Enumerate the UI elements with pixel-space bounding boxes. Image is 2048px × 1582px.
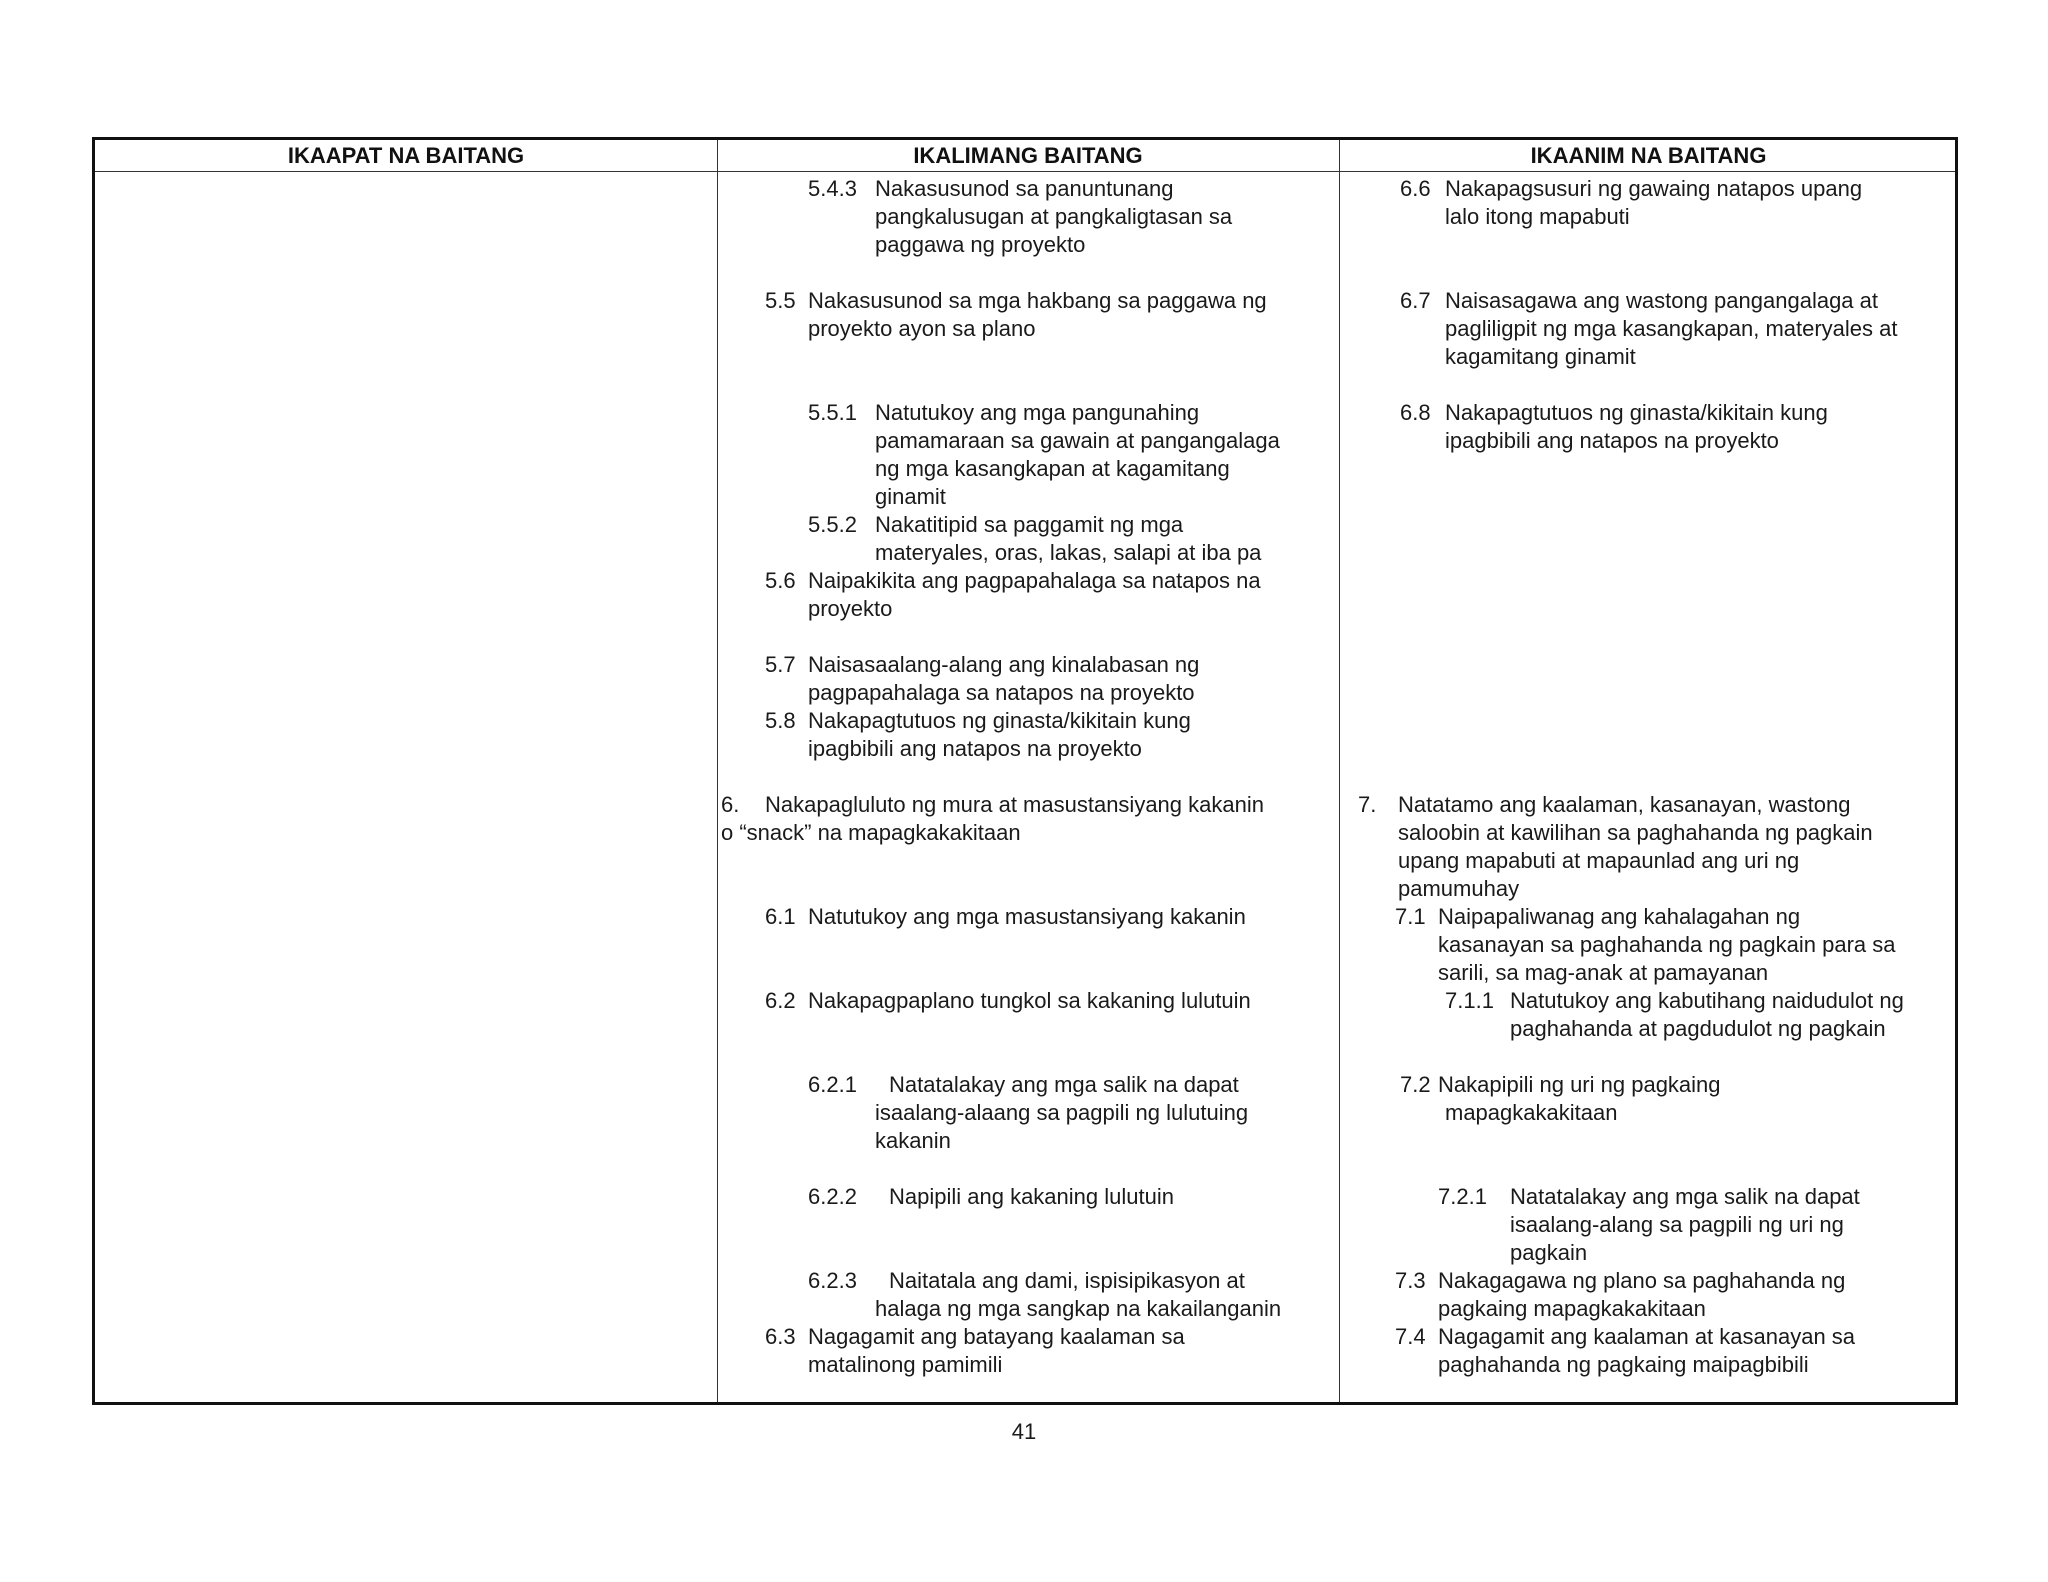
item-number: 6.6	[1400, 176, 1431, 201]
item-text-line: Nakapagsusuri ng gawaing natapos upang	[1445, 176, 1863, 201]
item-text-line: Naipapaliwanag ang kahalagahan ng	[1438, 904, 1801, 929]
item-text-line: materyales, oras, lakas, salapi at iba pa	[875, 540, 1262, 565]
item-number: 6.7	[1400, 288, 1431, 313]
item-number: 5.4.3	[808, 176, 857, 201]
item-text-line: matalinong pamimili	[808, 1352, 1003, 1377]
item-text-line: pamumuhay	[1398, 876, 1520, 901]
header-ikaanim: IKAANIM NA BAITANG	[1530, 143, 1767, 168]
item-text-line: Natatamo ang kaalaman, kasanayan, wastong	[1398, 792, 1851, 817]
item-number: 6.3	[765, 1324, 796, 1349]
item-text-line: isaalang-alaang sa pagpili ng lulutuing	[875, 1100, 1249, 1125]
item-text-line: Natatalakay ang mga salik na dapat	[889, 1072, 1239, 1097]
header-divider	[95, 171, 1955, 172]
item-number: 6.2.1	[808, 1072, 857, 1097]
item-number: 7.2.1	[1438, 1184, 1487, 1209]
item-text-line: Naisasaalang-alang ang kinalabasan ng	[808, 652, 1200, 677]
item-number: 6.	[721, 792, 740, 817]
item-text-line: upang mapabuti at mapaunlad ang uri ng	[1398, 848, 1800, 873]
item-text-line: Naitatala ang dami, ispisipikasyon at	[889, 1268, 1245, 1293]
item-text-line: ng mga kasangkapan at kagamitang	[875, 456, 1230, 481]
column-divider	[1339, 140, 1340, 1402]
item-text-line: Naisasagawa ang wastong pangangalaga at	[1445, 288, 1878, 313]
item-text-line: Nagagamit ang kaalaman at kasanayan sa	[1438, 1324, 1856, 1349]
item-number: 5.7	[765, 652, 796, 677]
item-text-line: Natutukoy ang kabutihang naidudulot ng	[1510, 988, 1904, 1013]
item-number: 7.3	[1395, 1268, 1426, 1293]
item-number: 6.2	[765, 988, 796, 1013]
item-text-line: saloobin at kawilihan sa paghahanda ng pagkain	[1398, 820, 1873, 845]
item-text-line: Nakapagluluto ng mura at masustansiyang kakanin	[765, 792, 1264, 817]
item-text-line: Natutukoy ang mga masustansiyang kakanin	[808, 904, 1246, 929]
item-text-line: Nakasusunod sa mga hakbang sa paggawa ng	[808, 288, 1267, 313]
header-ikaapat: IKAAPAT NA BAITANG	[287, 143, 525, 168]
item-text-line: Nakagagawa ng plano sa paghahanda ng	[1438, 1268, 1846, 1293]
item-text-line: sarili, sa mag-anak at pamayanan	[1438, 960, 1769, 985]
column-divider	[717, 140, 718, 1402]
item-text-line: Natatalakay ang mga salik na dapat	[1510, 1184, 1860, 1209]
item-text-line: ipagbibili ang natapos na proyekto	[1445, 428, 1779, 453]
item-number: 6.1	[765, 904, 796, 929]
item-text-line: isaalang-alang sa pagpili ng uri ng	[1510, 1212, 1844, 1237]
item-text-line: paggawa ng proyekto	[875, 232, 1086, 257]
item-text-line: Naipakikita ang pagpapahalaga sa natapos na	[808, 568, 1261, 593]
item-text-line: Nagagamit ang batayang kaalaman sa	[808, 1324, 1185, 1349]
item-number: 5.6	[765, 568, 796, 593]
item-text-line: Nakapagtutuos ng ginasta/kikitain kung	[1445, 400, 1828, 425]
item-text-line: halaga ng mga sangkap na kakailanganin	[875, 1296, 1282, 1321]
item-text-line: ipagbibili ang natapos na proyekto	[808, 736, 1142, 761]
item-text-line: paghahanda at pagdudulot ng pagkain	[1510, 1016, 1886, 1041]
item-text-line: paghahanda ng pagkaing maipagbibili	[1438, 1352, 1809, 1377]
item-text-line: Nakapagtutuos ng ginasta/kikitain kung	[808, 708, 1191, 733]
item-number: 6.2.3	[808, 1268, 857, 1293]
item-text-line: pagkaing mapagkakakitaan	[1438, 1296, 1706, 1321]
item-text-line: mapagkakakitaan	[1445, 1100, 1618, 1125]
item-text-line: pagkain	[1510, 1240, 1588, 1265]
item-text-line: proyekto	[808, 596, 893, 621]
item-number: 7.2	[1400, 1072, 1431, 1097]
item-text-line: proyekto ayon sa plano	[808, 316, 1036, 341]
item-number: 6.2.2	[808, 1184, 857, 1209]
header-ikalima: IKALIMANG BAITANG	[913, 143, 1143, 168]
item-text-line: pagpapahalaga sa natapos na proyekto	[808, 680, 1195, 705]
item-number: 5.8	[765, 708, 796, 733]
item-text-line: Nakasusunod sa panuntunang	[875, 176, 1174, 201]
item-text-line: lalo itong mapabuti	[1445, 204, 1630, 229]
item-text-line: Nakapipili ng uri ng pagkaing	[1438, 1072, 1721, 1097]
item-text-line: pangkalusugan at pangkaligtasan sa	[875, 204, 1233, 229]
item-number: 5.5	[765, 288, 796, 313]
item-text-line: kasanayan sa paghahanda ng pagkain para sa	[1438, 932, 1896, 957]
item-text-line: Natutukoy ang mga pangunahing	[875, 400, 1200, 425]
item-text-line: pagliligpit ng mga kasangkapan, materyales at	[1445, 316, 1898, 341]
item-text-line: Napipili ang kakaning lulutuin	[889, 1184, 1174, 1209]
item-number: 5.5.1	[808, 400, 857, 425]
item-text-line: Nakapagpaplano tungkol sa kakaning lulutuin	[808, 988, 1251, 1013]
item-text-line: Nakatitipid sa paggamit ng mga	[875, 512, 1184, 537]
item-number: 7.4	[1395, 1324, 1426, 1349]
item-text-line: ginamit	[875, 484, 946, 509]
item-text-line: kakanin	[875, 1128, 951, 1153]
item-text-line: o “snack” na mapagkakakitaan	[721, 820, 1021, 845]
page-number: 41	[1011, 1419, 1037, 1444]
item-text-line: pamamaraan sa gawain at pangangalaga	[875, 428, 1280, 453]
item-number: 7.1	[1395, 904, 1426, 929]
item-number: 7.	[1358, 792, 1377, 817]
item-number: 7.1.1	[1445, 988, 1494, 1013]
item-text-line: kagamitang ginamit	[1445, 344, 1636, 369]
item-number: 6.8	[1400, 400, 1431, 425]
item-number: 5.5.2	[808, 512, 857, 537]
